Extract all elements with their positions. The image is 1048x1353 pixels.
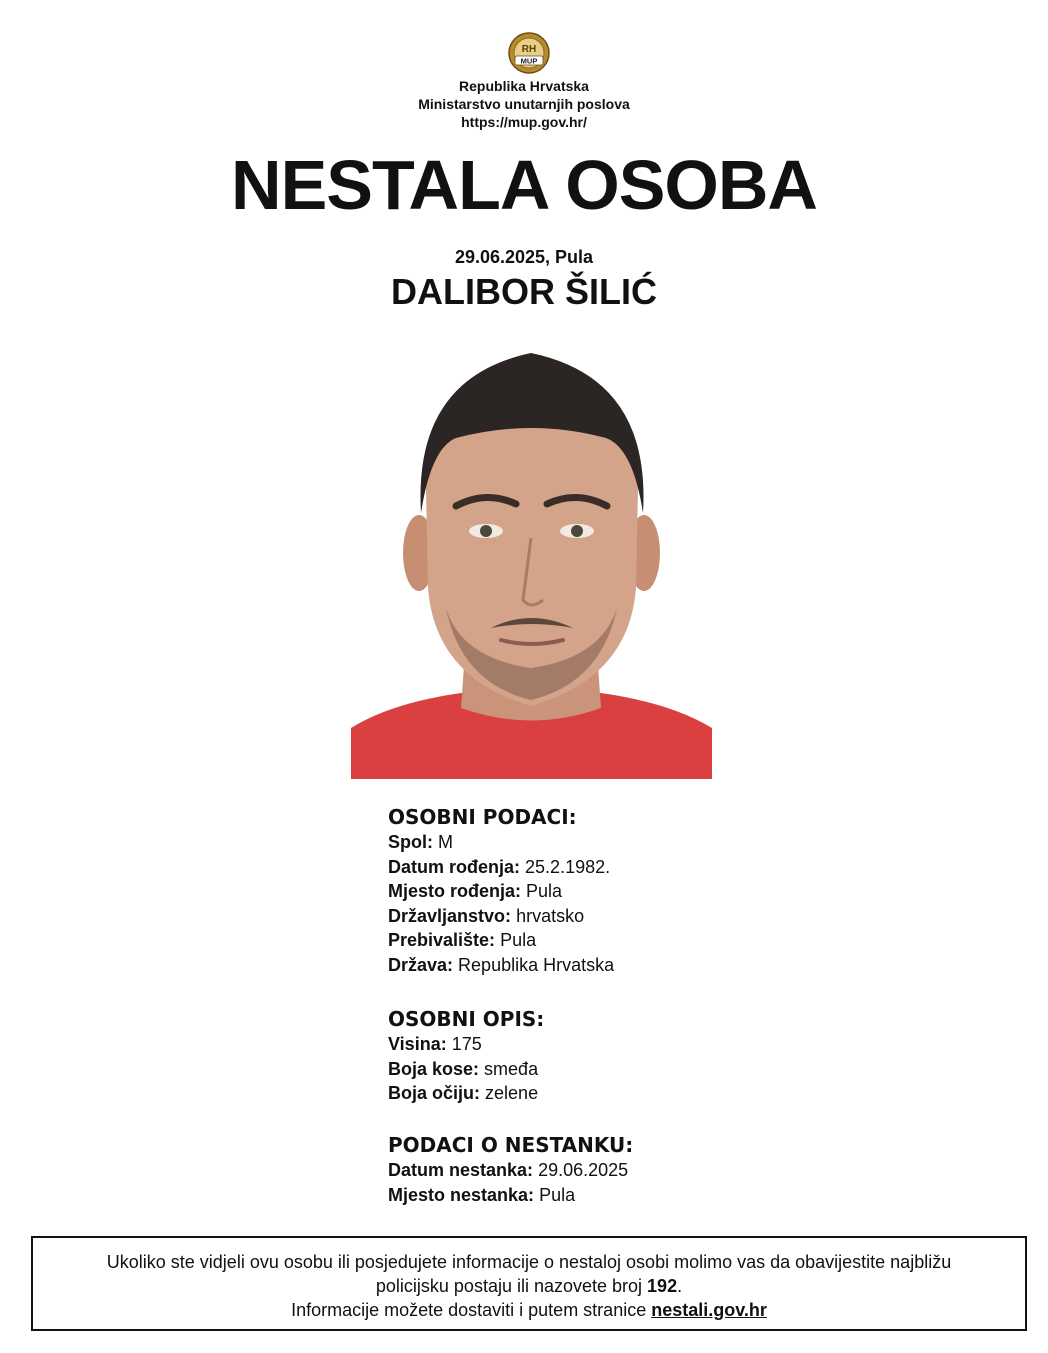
notice-line-2-end: . [677,1276,683,1296]
row-label: Boja očiju: [388,1083,481,1103]
nestali-link[interactable]: nestali.gov.hr [651,1300,767,1320]
notice-line-3-text: Informacije možete dostaviti i putem stranice [291,1300,652,1320]
row-label: Boja kose: [388,1058,480,1079]
data-row [388,1057,988,1082]
data-row [388,1183,988,1208]
personal-data-section [388,804,988,977]
section-title: OSOBNI OPIS: [388,1007,545,1031]
personal-description-section [388,1006,988,1106]
data-row [388,953,988,978]
row-label: Datum nestanka: [388,1160,534,1180]
row-value: smeđa [484,1058,539,1079]
logo-text-top: RH [521,44,537,55]
header-ministry: Ministarstvo unutarnjih poslova [418,96,630,112]
person-photo [351,338,712,779]
row-value: 25.2.1982. [525,856,611,877]
mup-logo-icon [507,31,551,75]
page-title: NESTALA OSOBA [231,146,817,224]
row-value: Republika Hrvatska [458,954,615,975]
logo-text-bottom: MUP [520,56,538,66]
row-value: Pula [500,930,537,950]
notice-line-1: Ukoliko ste vidjeli ovu osobu ili posjedujete informacije o nestaloj osobi molimo vas da obavijestite najbližu [106,1252,952,1272]
row-value: zelene [485,1083,539,1103]
data-row [388,1032,988,1057]
row-value: 175 [451,1034,482,1054]
data-row [388,830,988,855]
header-country: Republika Hrvatska [459,78,589,94]
row-value: Pula [526,881,563,901]
notice-line-2-text: policijsku postaju ili nazovete broj [375,1276,648,1296]
row-label: Državljanstvo: [388,905,512,926]
row-value: 29.06.2025 [538,1160,629,1180]
data-row [388,879,988,904]
missing-data-section [388,1132,988,1207]
row-label: Mjesto nestanka: [388,1184,535,1205]
data-row [388,855,988,880]
notice-line-3 [33,1298,1025,1322]
notice-line-2 [33,1274,1025,1298]
row-label: Datum rođenja: [388,856,521,877]
header-url: https://mup.gov.hr/ [461,114,587,130]
row-label: Mjesto rođenja: [388,881,522,901]
row-label: Spol: [388,832,433,852]
row-label: Prebivalište: [388,930,496,950]
row-label: Država: [388,954,454,975]
row-value: Pula [539,1184,576,1205]
row-label: Visina: [388,1034,447,1054]
person-name: DALIBOR ŠILIĆ [391,271,657,312]
row-value: M [438,832,454,852]
section-title: OSOBNI PODACI: [388,805,577,829]
data-row [388,1081,988,1106]
section-title: PODACI O NESTANKU: [388,1133,634,1157]
row-value: hrvatsko [516,905,585,926]
phone-number: 192 [647,1276,678,1296]
data-row [388,904,988,929]
notice-box [31,1236,1027,1331]
data-row [388,1158,988,1183]
date-place: 29.06.2025, Pula [454,247,594,267]
data-row [388,928,988,953]
